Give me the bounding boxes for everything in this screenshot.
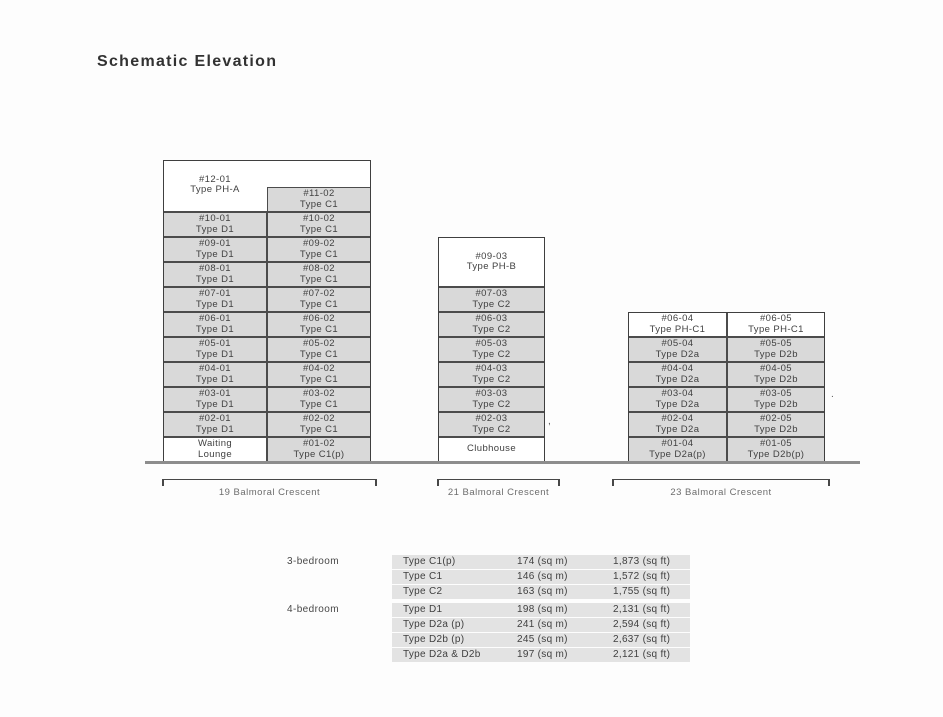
unit-03-04-text: #03-04 bbox=[661, 388, 694, 399]
legend-area-sqm: 174 (sq m) bbox=[517, 556, 568, 567]
unit-05-02-text: Type C1 bbox=[299, 348, 339, 360]
legend-area-sqft: 1,572 (sq ft) bbox=[613, 571, 671, 582]
unit-01-05-text: Type D2b(p) bbox=[747, 448, 805, 460]
unit-05-01-text: #05-01 bbox=[199, 338, 231, 349]
unit-07-03-text: #07-03 bbox=[475, 288, 508, 299]
unit-03-02-text: Type C1 bbox=[299, 398, 339, 410]
bracket-tick-right bbox=[375, 480, 377, 486]
unit-02-01-text: #02-01 bbox=[199, 413, 231, 424]
unit-02-05-text: #02-05 bbox=[760, 413, 792, 424]
unit-11-02 bbox=[267, 187, 371, 212]
unit-10-02-text: Type C1 bbox=[299, 223, 339, 235]
unit-09-02 bbox=[267, 237, 371, 262]
bracket-tick-left bbox=[437, 480, 439, 486]
unit-05-03-text: Type C2 bbox=[472, 348, 511, 360]
building-label-19: 19 Balmoral Crescent bbox=[218, 487, 321, 498]
unit-01-02-text: Type C1(p) bbox=[293, 448, 345, 460]
unit-08-01 bbox=[163, 262, 267, 287]
unit-05-01 bbox=[163, 337, 267, 362]
unit-02-01-text: Type D1 bbox=[195, 423, 235, 435]
bracket-tick-left bbox=[162, 480, 164, 486]
print-speck-0: , bbox=[548, 416, 551, 427]
unit-10-02-text: #10-02 bbox=[303, 213, 335, 224]
unit-02-05-text: Type D2b bbox=[754, 423, 798, 435]
legend-area-sqm: 197 (sq m) bbox=[517, 649, 568, 660]
unit-05-01-text: Type D1 bbox=[195, 348, 235, 360]
unit-04-05-text: #04-05 bbox=[760, 363, 792, 374]
legend-area-sqft: 2,594 (sq ft) bbox=[613, 619, 671, 630]
unit-06-04-text: Type PH-C1 bbox=[649, 323, 706, 335]
legend-area-sqm: 146 (sq m) bbox=[517, 571, 568, 582]
unit-06-01 bbox=[163, 312, 267, 337]
unit-07-02 bbox=[267, 287, 371, 312]
unit-10-02 bbox=[267, 212, 371, 237]
unit-03-01-text: #03-01 bbox=[199, 388, 231, 399]
unit-05-03 bbox=[438, 337, 545, 362]
legend-group-label-1: 4-bedroom bbox=[287, 604, 339, 615]
unit-06-05 bbox=[727, 312, 825, 337]
unit-04-04-text: #04-04 bbox=[661, 363, 694, 374]
unit-06-04-text: #06-04 bbox=[661, 313, 694, 324]
legend-row-1-1 bbox=[392, 618, 690, 632]
unit-02-04-text: Type D2a bbox=[655, 423, 700, 435]
unit-06-03-text: Type C2 bbox=[472, 323, 511, 335]
bracket-tick-left bbox=[612, 480, 614, 486]
unit-10-01-text: #10-01 bbox=[199, 213, 231, 224]
bracket-tick-right bbox=[558, 480, 560, 486]
legend-area-sqm: 163 (sq m) bbox=[517, 586, 568, 597]
unit-03-04-text: Type D2a bbox=[655, 398, 700, 410]
legend-row-0-1 bbox=[392, 570, 690, 584]
building-label-21: 21 Balmoral Crescent bbox=[447, 487, 550, 498]
legend-unit-type: Type D1 bbox=[403, 604, 443, 615]
unit-02-04 bbox=[628, 412, 727, 437]
legend-area-sqm: 245 (sq m) bbox=[517, 634, 568, 645]
unit-04-03 bbox=[438, 362, 545, 387]
unit-03-03-text: #03-03 bbox=[475, 388, 508, 399]
legend-area-sqft: 1,755 (sq ft) bbox=[613, 586, 671, 597]
legend-area-sqft: 2,131 (sq ft) bbox=[613, 604, 671, 615]
legend-area-sqm: 198 (sq m) bbox=[517, 604, 568, 615]
unit-09-02-text: #09-02 bbox=[303, 238, 335, 249]
unit-04-02 bbox=[267, 362, 371, 387]
unit-05-04-text: #05-04 bbox=[661, 338, 694, 349]
building-label-23: 23 Balmoral Crescent bbox=[670, 487, 772, 498]
unit-02-02-text: Type C1 bbox=[299, 423, 339, 435]
waiting-lounge-text: Waiting bbox=[197, 438, 233, 449]
unit-09-03-text: #09-03 bbox=[475, 250, 508, 262]
legend-unit-type: Type D2a & D2b bbox=[403, 649, 481, 660]
unit-01-02 bbox=[267, 437, 371, 462]
unit-03-04 bbox=[628, 387, 727, 412]
unit-04-03-text: #04-03 bbox=[475, 363, 508, 374]
unit-03-03 bbox=[438, 387, 545, 412]
legend-row-1-0 bbox=[392, 603, 690, 617]
unit-07-03 bbox=[438, 287, 545, 312]
unit-01-05 bbox=[727, 437, 825, 462]
unit-07-01-text: #07-01 bbox=[199, 288, 231, 299]
unit-08-02-text: #08-02 bbox=[303, 263, 335, 274]
unit-04-04-text: Type D2a bbox=[655, 373, 700, 385]
building-span-23 bbox=[612, 479, 830, 504]
unit-04-01-text: Type D1 bbox=[195, 373, 235, 385]
unit-08-02 bbox=[267, 262, 371, 287]
unit-07-01-text: Type D1 bbox=[195, 298, 235, 310]
unit-06-03-text: #06-03 bbox=[475, 313, 508, 324]
unit-06-02-text: #06-02 bbox=[303, 313, 335, 324]
unit-10-01-text: Type D1 bbox=[195, 223, 235, 235]
unit-09-01-text: Type D1 bbox=[195, 248, 235, 260]
legend-unit-type: Type C1 bbox=[403, 571, 443, 582]
legend-row-1-2 bbox=[392, 633, 690, 647]
unit-05-04 bbox=[628, 337, 727, 362]
waiting-lounge-text: Lounge bbox=[197, 448, 233, 460]
unit-05-04-text: Type D2a bbox=[655, 348, 700, 360]
unit-07-02-text: #07-02 bbox=[303, 288, 335, 299]
unit-04-02-text: #04-02 bbox=[303, 363, 335, 374]
legend-area-sqft: 1,873 (sq ft) bbox=[613, 556, 671, 567]
unit-05-02 bbox=[267, 337, 371, 362]
unit-03-03-text: Type C2 bbox=[472, 398, 511, 410]
unit-03-01 bbox=[163, 387, 267, 412]
unit-04-01 bbox=[163, 362, 267, 387]
unit-03-02 bbox=[267, 387, 371, 412]
unit-03-05-text: #03-05 bbox=[760, 388, 792, 399]
unit-07-03-text: Type C2 bbox=[472, 298, 511, 310]
unit-09-03-text: Type PH-B bbox=[466, 261, 517, 272]
unit-05-03-text: #05-03 bbox=[475, 338, 508, 349]
unit-06-02-text: Type C1 bbox=[299, 323, 339, 335]
unit-02-03-text: Type C2 bbox=[472, 423, 511, 435]
unit-11-02-text: Type C1 bbox=[299, 198, 339, 210]
building-span-19 bbox=[162, 479, 377, 504]
unit-03-05-text: Type D2b bbox=[754, 398, 798, 410]
unit-06-04 bbox=[628, 312, 727, 337]
unit-05-05 bbox=[727, 337, 825, 362]
unit-07-02-text: Type C1 bbox=[299, 298, 339, 310]
bracket-tick-right bbox=[828, 480, 830, 486]
unit-01-04-text: #01-04 bbox=[661, 438, 694, 449]
unit-01-04 bbox=[628, 437, 727, 462]
legend-unit-type: Type D2b (p) bbox=[403, 634, 465, 645]
unit-08-01-text: #08-01 bbox=[199, 263, 231, 274]
unit-02-04-text: #02-04 bbox=[661, 413, 694, 424]
clubhouse bbox=[438, 437, 545, 462]
unit-04-03-text: Type C2 bbox=[472, 373, 511, 385]
unit-02-02 bbox=[267, 412, 371, 437]
unit-02-03 bbox=[438, 412, 545, 437]
unit-06-05-text: #06-05 bbox=[760, 313, 792, 324]
unit-09-03 bbox=[438, 237, 545, 287]
unit-04-04 bbox=[628, 362, 727, 387]
page-title: Schematic Elevation bbox=[97, 53, 278, 70]
legend-area-sqft: 2,637 (sq ft) bbox=[613, 634, 671, 645]
unit-02-05 bbox=[727, 412, 825, 437]
unit-05-05-text: #05-05 bbox=[760, 338, 792, 349]
unit-01-05-text: #01-05 bbox=[760, 438, 792, 449]
legend-area-sqft: 2,121 (sq ft) bbox=[613, 649, 671, 660]
unit-12-01-label-text: Type PH-A bbox=[190, 184, 240, 195]
ground-line bbox=[145, 461, 860, 464]
unit-04-05 bbox=[727, 362, 825, 387]
building-span-21 bbox=[437, 479, 560, 504]
unit-10-01 bbox=[163, 212, 267, 237]
legend-unit-type: Type C1(p) bbox=[403, 556, 456, 567]
unit-06-02 bbox=[267, 312, 371, 337]
unit-09-01-text: #09-01 bbox=[199, 238, 231, 249]
legend-row-0-0 bbox=[392, 555, 690, 569]
unit-08-01-text: Type D1 bbox=[195, 273, 235, 285]
legend-row-1-3 bbox=[392, 648, 690, 662]
legend-row-0-2 bbox=[392, 585, 690, 599]
unit-06-01-text: Type D1 bbox=[195, 323, 235, 335]
print-speck-1: . bbox=[831, 389, 834, 400]
unit-02-02-text: #02-02 bbox=[303, 413, 335, 424]
unit-03-02-text: #03-02 bbox=[303, 388, 335, 399]
legend-area-sqm: 241 (sq m) bbox=[517, 619, 568, 630]
unit-05-05-text: Type D2b bbox=[754, 348, 798, 360]
unit-03-05 bbox=[727, 387, 825, 412]
unit-08-02-text: Type C1 bbox=[299, 273, 339, 285]
unit-12-01-label-text: #12-01 bbox=[199, 173, 231, 185]
unit-02-01 bbox=[163, 412, 267, 437]
unit-01-02-text: #01-02 bbox=[303, 438, 335, 449]
legend-group-label-0: 3-bedroom bbox=[287, 556, 339, 567]
unit-01-04-text: Type D2a(p) bbox=[649, 448, 706, 460]
legend-unit-type: Type D2a (p) bbox=[403, 619, 465, 630]
unit-07-01 bbox=[163, 287, 267, 312]
unit-06-03 bbox=[438, 312, 545, 337]
legend-unit-type: Type C2 bbox=[403, 586, 443, 597]
unit-04-02-text: Type C1 bbox=[299, 373, 339, 385]
unit-02-03-text: #02-03 bbox=[475, 413, 508, 424]
unit-09-01 bbox=[163, 237, 267, 262]
unit-04-05-text: Type D2b bbox=[754, 373, 798, 385]
unit-12-01-label bbox=[163, 163, 267, 207]
unit-05-02-text: #05-02 bbox=[303, 338, 335, 349]
clubhouse-text: Clubhouse bbox=[466, 443, 517, 455]
unit-09-02-text: Type C1 bbox=[299, 248, 339, 260]
unit-06-01-text: #06-01 bbox=[199, 313, 231, 324]
waiting-lounge bbox=[163, 437, 267, 462]
unit-06-05-text: Type PH-C1 bbox=[748, 323, 804, 335]
unit-04-01-text: #04-01 bbox=[199, 363, 231, 374]
unit-11-02-text: #11-02 bbox=[303, 188, 335, 199]
unit-03-01-text: Type D1 bbox=[195, 398, 235, 410]
